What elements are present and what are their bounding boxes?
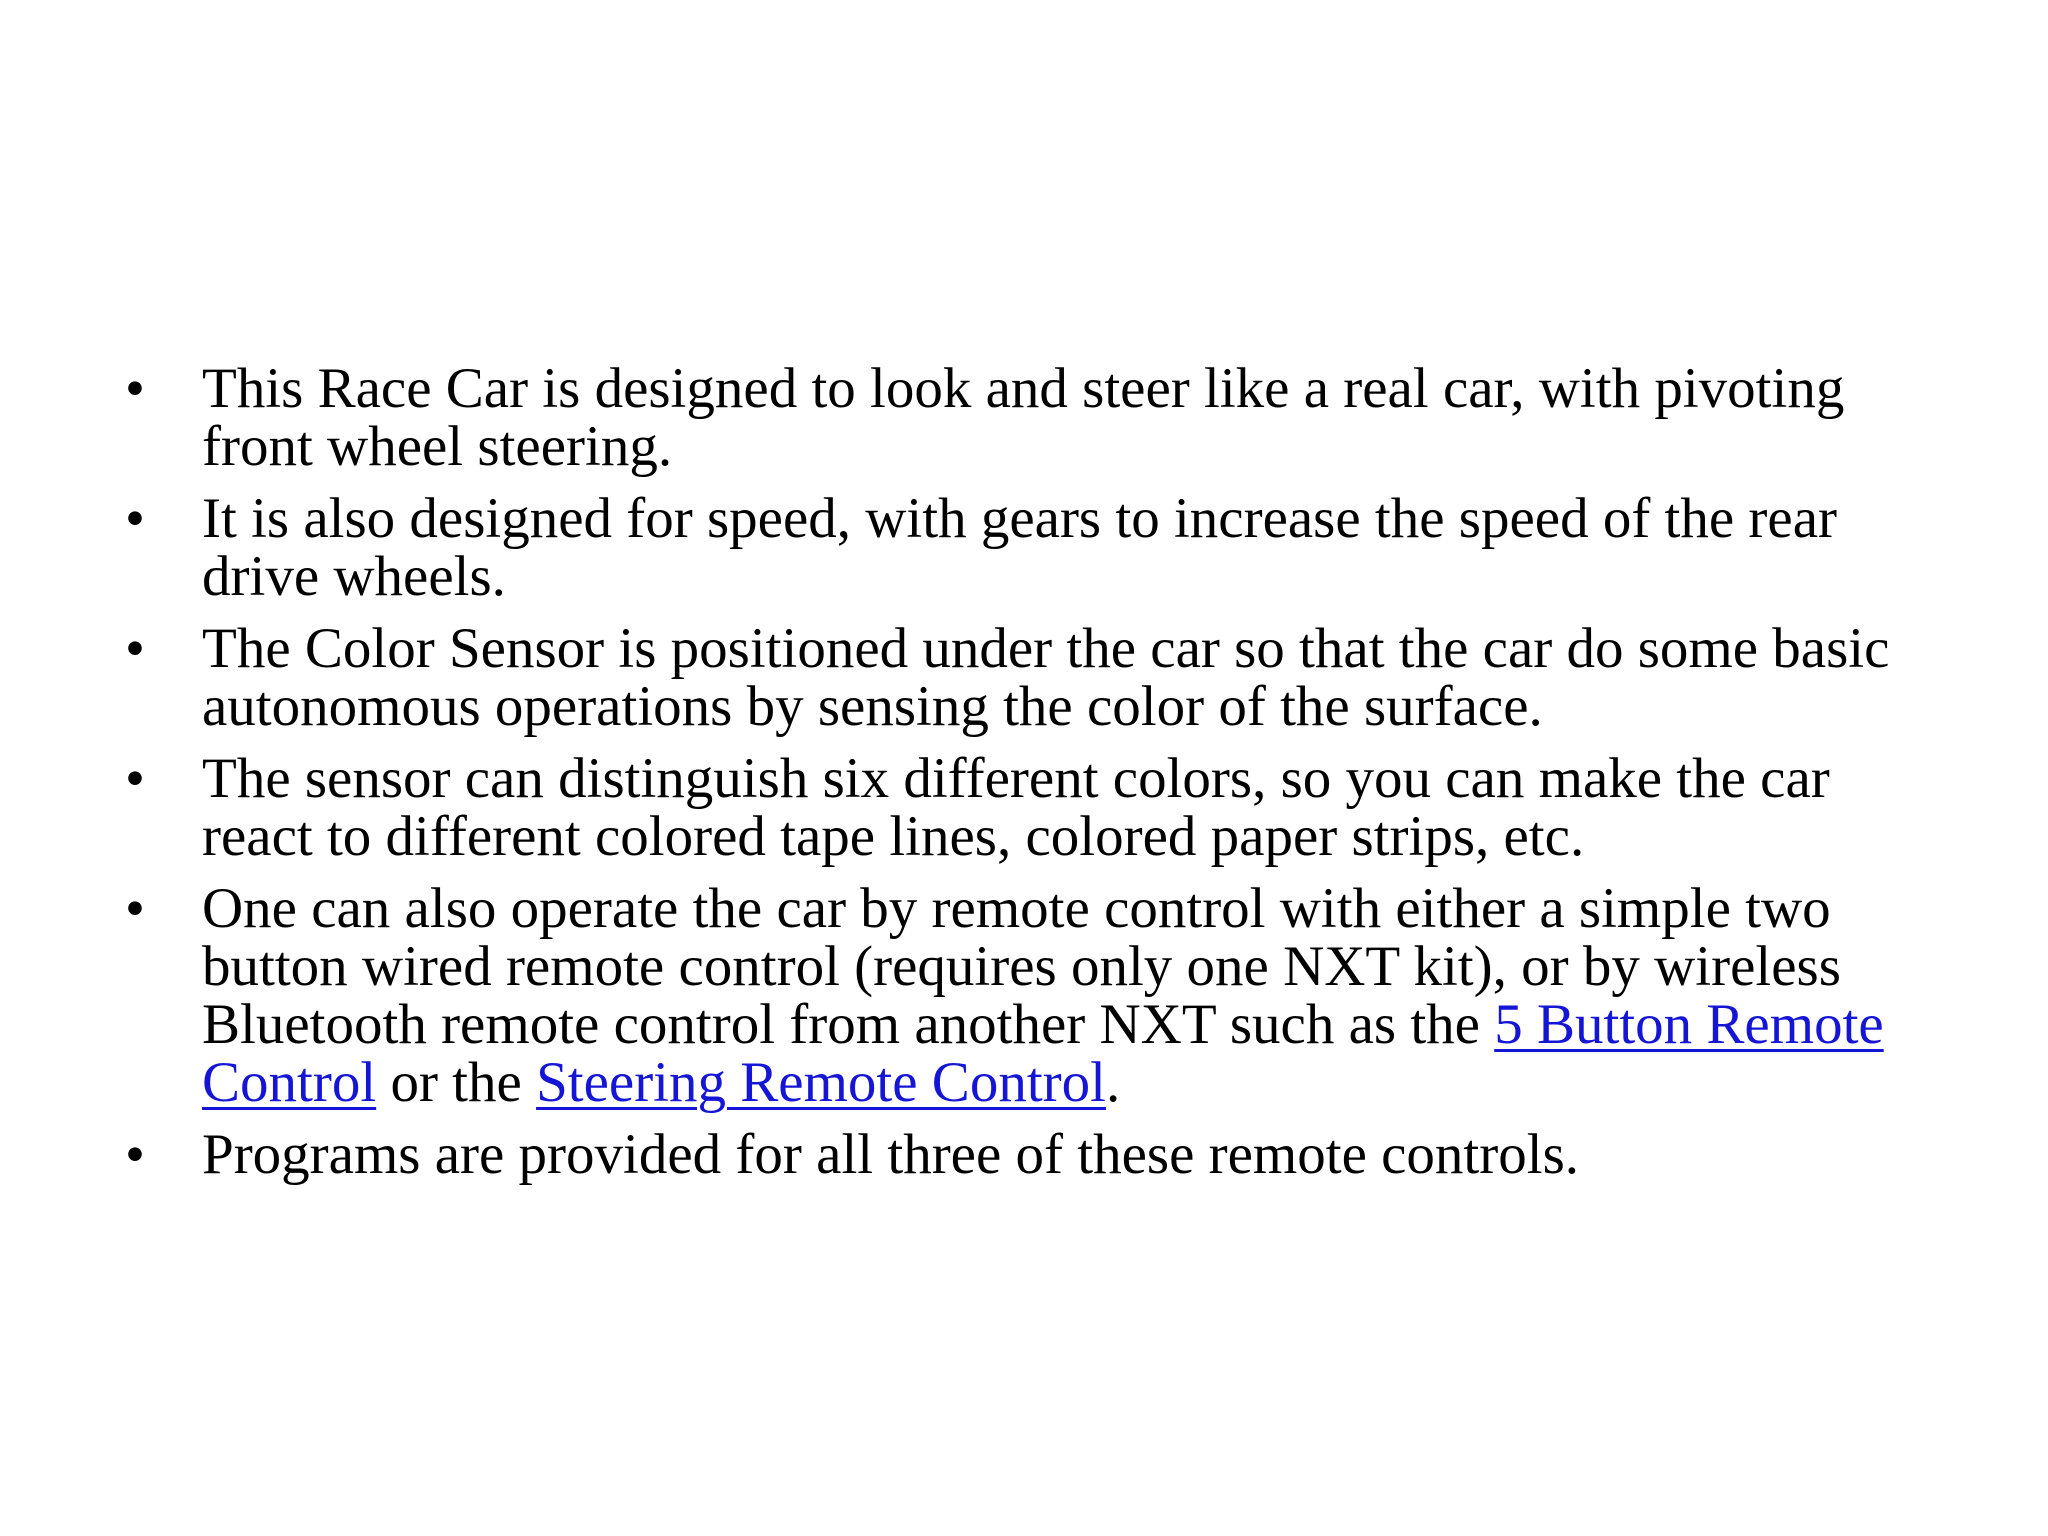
bullet-icon: • bbox=[125, 747, 145, 810]
bullet-icon: • bbox=[125, 617, 145, 680]
bullet-icon: • bbox=[125, 487, 145, 550]
bullet-text: It is also designed for speed, with gears to increase the speed of the rear drive wheels. bbox=[202, 487, 1837, 608]
bullet-text bbox=[202, 877, 1884, 1114]
bullet-item-programs bbox=[120, 1123, 1950, 1186]
bullet-text: The Color Sensor is positioned under the car so that the car do some basic autonomous operations by sensing the color of the surface. bbox=[202, 617, 1890, 738]
link-5-button-remote-control[interactable]: 5 Button Remote Control bbox=[202, 993, 1884, 1114]
bullet-icon: • bbox=[125, 877, 145, 940]
bullet-icon: • bbox=[125, 1123, 145, 1186]
bullet-text: Programs are provided for all three of these remote controls. bbox=[202, 1123, 1580, 1186]
bullet-text-middle: or the bbox=[376, 1051, 537, 1114]
link-steering-remote-control[interactable]: Steering Remote Control bbox=[536, 1051, 1106, 1114]
bullet-item-color-sensor bbox=[120, 617, 1950, 738]
bullet-item-six-colors bbox=[120, 747, 1950, 868]
bullet-icon: • bbox=[125, 357, 145, 420]
bullet-item-design bbox=[120, 357, 1950, 478]
bullet-text: This Race Car is designed to look and steer like a real car, with pivoting front wheel steering. bbox=[202, 357, 1845, 478]
bullet-item-speed bbox=[120, 487, 1950, 608]
bullet-text: The sensor can distinguish six different colors, so you can make the car react to different colored tape lines, colored paper strips, etc. bbox=[202, 747, 1830, 868]
bullet-text-before: One can also operate the car by remote control with either a simple two button wired remote control (requires only one NXT kit), or by wireless Bluetooth remote control from another NXT such as the bbox=[202, 877, 1841, 1056]
bullet-text-after: . bbox=[1105, 1051, 1121, 1114]
bullet-list bbox=[120, 357, 1950, 1198]
bullet-item-remote-control bbox=[120, 877, 1950, 1114]
